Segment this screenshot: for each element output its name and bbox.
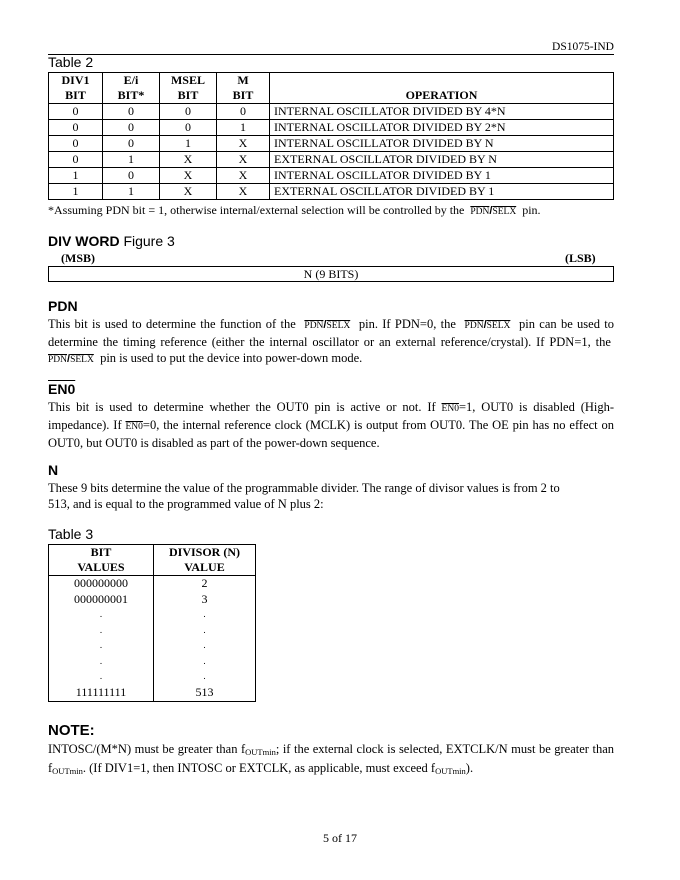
document-id: DS1075-IND xyxy=(552,41,614,53)
header-ei: E/i BIT* xyxy=(103,73,160,104)
table-row: 0 0 1 X INTERNAL OSCILLATOR DIVIDED BY N xyxy=(49,136,614,152)
table-row: . . xyxy=(49,638,256,654)
msb-label: (MSB) xyxy=(61,251,95,265)
table-row: 0 1 X X EXTERNAL OSCILLATOR DIVIDED BY N xyxy=(49,152,614,168)
table-row: . . xyxy=(49,623,256,639)
table-row: 1 0 X X INTERNAL OSCILLATOR DIVIDED BY 1 xyxy=(49,168,614,184)
page-number: 5 of 17 xyxy=(323,831,357,845)
table2 xyxy=(48,72,614,200)
header-msel: MSEL BIT xyxy=(160,73,217,104)
note-paragraph: INTOSC/(M*N) must be greater than $f_{OUTmin}$; if the external clock is selected, EXTCLK/N must be greater than $f_{OUTmin}$. (If DIV1=1, then INTOSC or EXTCLK, as applicable, must exceed $f_{OUTmin}$). xyxy=(48,742,614,776)
pdn-paragraph: This bit is used to determine the function of the $\overline{PDN}$/SELX pin. If PDN=0, the $\overline{PDN}$/SELX pin can be used to determine the timing reference (either the internal oscillator or an external reference/crystal). If PDN=1, the $\overline{PDN}$/SELX pin is used to put the device into power-down mode. xyxy=(48,317,614,365)
header-m: M BIT xyxy=(217,73,270,104)
table-row: 111111111 513 xyxy=(49,685,256,702)
table3-header-row xyxy=(49,545,256,576)
table-row: 1 1 X X EXTERNAL OSCILLATOR DIVIDED BY 1 xyxy=(49,184,614,200)
table-row: 000000000 2 xyxy=(49,576,256,592)
header-divisor-value: DIVISOR (N) VALUE xyxy=(154,545,256,576)
table-row: 0 0 0 1 INTERNAL OSCILLATOR DIVIDED BY 2*N xyxy=(49,120,614,136)
pdn-heading: PDN xyxy=(48,298,78,314)
lsb-label: (LSB) xyxy=(565,251,596,265)
header-div1: DIV1 BIT xyxy=(49,73,103,104)
table3 xyxy=(48,544,256,702)
table2-footnote: *Assuming PDN bit = 1, otherwise internal/external selection will be controlled by the $\overline{PDN}$/SELX pin. xyxy=(48,203,541,217)
table3-caption: Table 3 xyxy=(48,526,94,542)
table-row: . . xyxy=(49,607,256,623)
header-rule xyxy=(48,54,614,55)
en0-heading: EN0 xyxy=(48,381,76,397)
header-operation: OPERATION xyxy=(270,73,614,104)
note-heading: NOTE: xyxy=(48,722,95,739)
header-bit-values: BIT VALUES xyxy=(49,545,154,576)
div-word-title: DIV WORD Figure 3 xyxy=(48,233,175,249)
n-heading: N xyxy=(48,462,59,478)
table-row: 000000001 3 xyxy=(49,592,256,608)
table-row: . . xyxy=(49,669,256,685)
table-row: . . xyxy=(49,654,256,670)
table-row: 0 0 0 0 INTERNAL OSCILLATOR DIVIDED BY 4*N xyxy=(49,104,614,120)
en0-paragraph: This bit is used to determine whether the OUT0 pin is active or not. If EN0=1, OUT0 is disabled (High-impedance). If EN0=0, the internal reference clock (MCLK) is output from OUT0. The OE pin has no effect on OUT0, but OUT0 is disabled as part of the power-down sequence. xyxy=(48,400,615,450)
table2-header-row xyxy=(49,73,614,104)
div-word-field: N (9 BITS) xyxy=(48,266,614,282)
n-paragraph: These 9 bits determine the value of the programmable divider. The range of divisor values is from 2 to 513, and is equal to the programmed value of N plus 2: xyxy=(48,481,560,511)
table2-caption: Table 2 xyxy=(48,54,94,70)
